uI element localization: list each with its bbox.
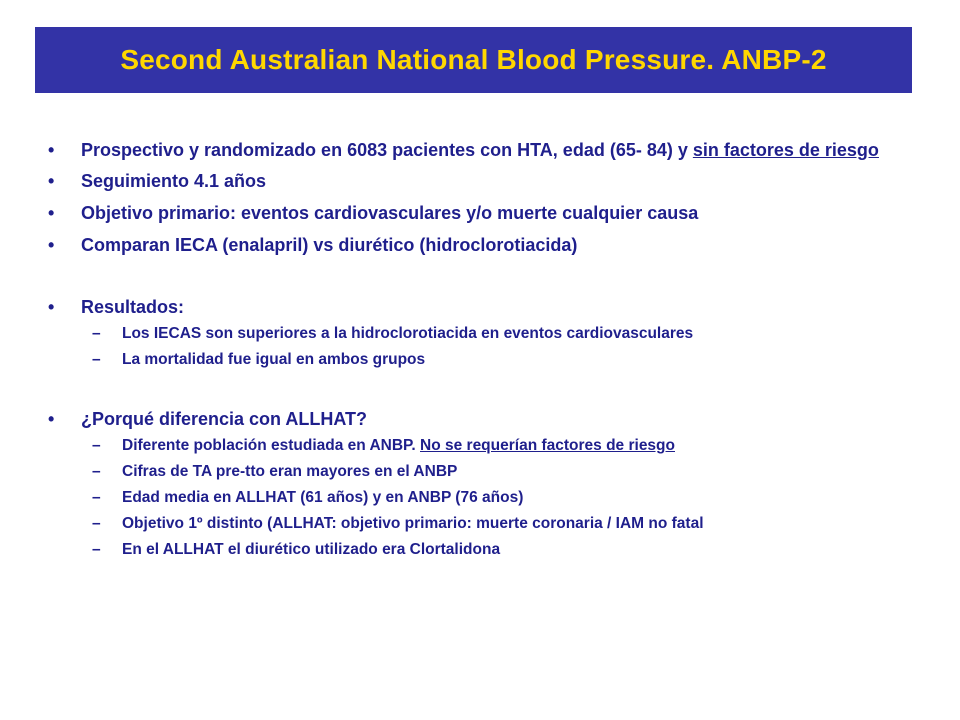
bullet-marker: • <box>48 140 55 160</box>
sub-item-text <box>122 437 908 455</box>
bullet-allhat-question <box>48 409 908 430</box>
bullet-text: Seguimiento 4.1 años <box>81 171 267 191</box>
bullet-text: ¿Porqué diferencia con ALLHAT? <box>81 409 368 429</box>
sub-item <box>48 489 908 507</box>
sub-item <box>48 437 908 455</box>
sub-item <box>48 351 908 369</box>
bullet-text <box>81 140 908 161</box>
underlined-text: No se requerían factores de riesgo <box>420 437 675 454</box>
sub-item-text: En el ALLHAT el diurético utilizado era Clortalidona <box>122 541 501 558</box>
dash-marker: – <box>92 515 101 532</box>
sub-item-text-part: Diferente población estudiada en ANBP. <box>122 437 421 454</box>
sub-item-text: Edad media en ALLHAT (61 años) y en ANBP (76 años) <box>122 489 524 506</box>
sub-item <box>48 463 908 481</box>
bullet-comparison <box>48 235 908 256</box>
dash-marker: – <box>92 325 101 342</box>
bullet-marker: • <box>48 171 55 191</box>
bullet-primary-objective <box>48 203 908 224</box>
bullet-text: Objetivo primario: eventos cardiovasculares y/o muerte cualquier causa <box>81 203 699 223</box>
bullet-marker: • <box>48 409 55 429</box>
sub-item-text: La mortalidad fue igual en ambos grupos <box>122 351 426 368</box>
dash-marker: – <box>92 489 101 506</box>
dash-marker: – <box>92 437 101 454</box>
bullet-marker: • <box>48 203 55 223</box>
bullet-results <box>48 297 908 318</box>
slide-title: Second Australian National Blood Pressure. ANBP-2 <box>120 44 827 75</box>
sub-item-text: Los IECAS son superiores a la hidroclorotiacida en eventos cardiovasculares <box>122 325 694 342</box>
dash-marker: – <box>92 463 101 480</box>
bullet-marker: • <box>48 297 55 317</box>
sub-item <box>48 541 908 559</box>
underlined-text: sin factores de riesgo <box>692 140 879 160</box>
sub-item-text: Objetivo 1º distinto (ALLHAT: objetivo primario: muerte coronaria / IAM no fatal <box>122 515 704 532</box>
sub-item-text: Cifras de TA pre-tto eran mayores en el ANBP <box>122 463 458 480</box>
bullet-study-design <box>48 140 908 161</box>
bullet-marker: • <box>48 235 55 255</box>
bullet-text: Resultados: <box>81 297 185 317</box>
bullet-follow-up <box>48 171 908 192</box>
dash-marker: – <box>92 351 101 368</box>
dash-marker: – <box>92 541 101 558</box>
sub-item <box>48 325 908 343</box>
sub-item <box>48 515 908 533</box>
bullet-text: Comparan IECA (enalapril) vs diurético (hidroclorotiacida) <box>81 235 578 255</box>
bullet-text-part: Prospectivo y randomizado en 6083 pacientes con HTA, edad (65- 84) y <box>81 140 693 160</box>
title-bar <box>35 27 912 93</box>
slide-body <box>48 140 908 559</box>
